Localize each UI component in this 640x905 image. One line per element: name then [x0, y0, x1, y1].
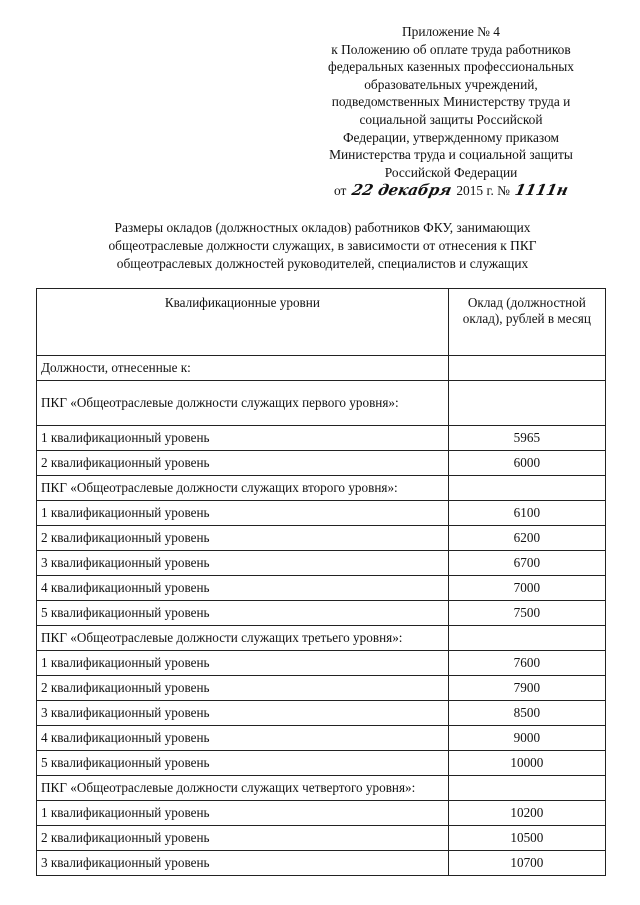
- row-label: 4 квалификационный уровень: [37, 576, 449, 601]
- row-salary-value: 10700: [448, 851, 605, 876]
- appendix-header: [296, 23, 606, 200]
- table-body: [37, 356, 606, 876]
- row-label: 1 квалификационный уровень: [37, 651, 449, 676]
- row-label: 3 квалификационный уровень: [37, 851, 449, 876]
- table-row: [37, 626, 606, 651]
- order-number-handwritten: 1111н: [513, 181, 571, 200]
- title-line: Размеры окладов (должностных окладов) работников ФКУ, занимающих: [114, 220, 531, 235]
- appendix-line: Российской Федерации: [384, 164, 518, 180]
- appendix-line: федеральных казенных профессиональных: [328, 59, 574, 75]
- row-salary-value: [448, 776, 605, 801]
- table-row: [37, 501, 606, 526]
- row-label: ПКГ «Общеотраслевые должности служащих первого уровня»:: [37, 381, 449, 426]
- table-header-row: [37, 289, 606, 356]
- appendix-line: Федерации, утвержденному приказом: [342, 129, 560, 145]
- row-label: 4 квалификационный уровень: [37, 726, 449, 751]
- row-salary-value: 10200: [448, 801, 605, 826]
- row-label: 1 квалификационный уровень: [37, 426, 449, 451]
- order-year: 2015 г. №: [456, 183, 510, 199]
- row-salary-value: 9000: [448, 726, 605, 751]
- table-row: [37, 426, 606, 451]
- row-label: Должности, отнесенные к:: [37, 356, 449, 381]
- row-label: 2 квалификационный уровень: [37, 826, 449, 851]
- appendix-line: Министерства труда и социальной защиты: [329, 147, 573, 163]
- table-row: [37, 751, 606, 776]
- appendix-line: образовательных учреждений,: [364, 76, 538, 92]
- row-salary-value: 7000: [448, 576, 605, 601]
- row-label: 5 квалификационный уровень: [37, 601, 449, 626]
- row-salary-value: [448, 356, 605, 381]
- order-prefix: от: [334, 183, 347, 199]
- appendix-line: социальной защиты Российской: [359, 111, 543, 127]
- row-salary-value: 7600: [448, 651, 605, 676]
- order-date-line: [296, 182, 606, 200]
- row-salary-value: 7900: [448, 676, 605, 701]
- header-qualification-levels: Квалификационные уровни: [37, 289, 449, 356]
- row-salary-value: 6700: [448, 551, 605, 576]
- row-label: ПКГ «Общеотраслевые должности служащих четвертого уровня»:: [37, 776, 449, 801]
- table-row: [37, 826, 606, 851]
- row-label: 2 квалификационный уровень: [37, 526, 449, 551]
- row-label: 5 квалификационный уровень: [37, 751, 449, 776]
- table-row: [37, 701, 606, 726]
- row-salary-value: [448, 476, 605, 501]
- table-row: [37, 651, 606, 676]
- title-line: общеотраслевых должностей руководителей, специалистов и служащих: [116, 256, 529, 271]
- row-salary-value: 5965: [448, 426, 605, 451]
- row-salary-value: 6000: [448, 451, 605, 476]
- table-row: [37, 576, 606, 601]
- header-salary: Оклад (должностной оклад), рублей в месяц: [448, 289, 605, 356]
- row-salary-value: [448, 626, 605, 651]
- table-row: [37, 476, 606, 501]
- table-row: [37, 801, 606, 826]
- table-row: [37, 381, 606, 426]
- table-row: [37, 526, 606, 551]
- row-label: 1 квалификационный уровень: [37, 801, 449, 826]
- row-label: 2 квалификационный уровень: [37, 451, 449, 476]
- table-row: [37, 776, 606, 801]
- appendix-line: Приложение № 4: [401, 24, 501, 39]
- table-row: [37, 851, 606, 876]
- table-row: [37, 601, 606, 626]
- row-salary-value: 6100: [448, 501, 605, 526]
- order-date-handwritten: 22 декабря: [350, 181, 454, 200]
- row-salary-value: 6200: [448, 526, 605, 551]
- salary-table: [36, 288, 606, 876]
- table-row: [37, 676, 606, 701]
- row-label: ПКГ «Общеотраслевые должности служащих второго уровня»:: [37, 476, 449, 501]
- row-label: 3 квалификационный уровень: [37, 701, 449, 726]
- row-label: 1 квалификационный уровень: [37, 501, 449, 526]
- row-salary-value: [448, 381, 605, 426]
- appendix-line: к Положению об оплате труда работников: [331, 41, 571, 57]
- table-row: [37, 451, 606, 476]
- row-label: ПКГ «Общеотраслевые должности служащих третьего уровня»:: [37, 626, 449, 651]
- table-row: [37, 726, 606, 751]
- row-salary-value: 8500: [448, 701, 605, 726]
- table-row: [37, 551, 606, 576]
- row-salary-value: 10500: [448, 826, 605, 851]
- row-salary-value: 7500: [448, 601, 605, 626]
- row-label: 2 квалификационный уровень: [37, 676, 449, 701]
- title-line: общеотраслевые должности служащих, в зависимости от отнесения к ПКГ: [108, 238, 537, 253]
- row-label: 3 квалификационный уровень: [37, 551, 449, 576]
- appendix-line: подведомственных Министерству труда и: [331, 94, 571, 110]
- document-title: [40, 219, 605, 273]
- row-salary-value: 10000: [448, 751, 605, 776]
- table-row: [37, 356, 606, 381]
